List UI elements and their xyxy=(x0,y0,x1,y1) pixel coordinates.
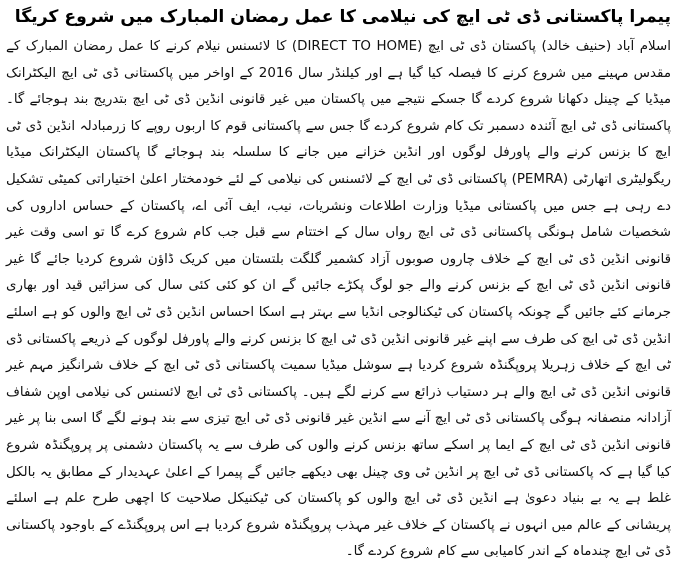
article-paragraph: اسلام آباد (حنیف خالد) پاکستان ڈی ٹی ایچ (DIRECT TO HOME) کا لائسنس نیلام کرنے کا عمل رمضان المبارک کے مقدس مہینے میں شروع کرنے کا فیصلہ کیا گیا ہے اور کیلنڈر سال 2016 کے اواخر میں پاکستانی ڈی ٹی ایچ الیکٹرانک میڈیا کے چینل دکھانا شروع کردے گا جسکے نتیجے میں پاکستان میں غیر قانونی انڈین ڈی ٹی ایچ بتدریج بند ہوجائے گا۔ پاکستانی ڈی ٹی ایچ آئندہ دسمبر تک کام شروع کردے گا جس سے پاکستانی قوم کا اربوں روپے کا زرمبادلہ انڈین ڈی ٹی ایچ کا بزنس کرنے والے پاورفل لوگوں اور انڈین خزانے میں جانے کا سلسلہ بند ہوجائے گا پاکستان الیکٹرانک میڈیا ریگولیٹری اتھارٹی (PEMRA) پاکستانی ڈی ٹی ایچ کے لائسنس کی نیلامی کے لئے خودمختار اعلیٰ اختیاراتی کمیٹی تشکیل دے رہی ہے جس میں پاکستانی میڈیا وزارت اطلاعات ونشریات، نیب، ایف آئی اے، پاکستان کے حساس اداروں کی شخصیات شامل ہونگی پاکستانی ڈی ٹی ایچ رواں سال کے اختتام سے قبل جب کام شروع کرے گا تو اسی وقت غیر قانونی انڈین ڈی ٹی ایچ کے خلاف چاروں صوبوں آزاد کشمیر گلگت بلتستان میں کریک ڈاؤن شروع کردیا جائے گا غیر قانونی انڈین ڈی ٹی ایچ کے بزنس کرنے والے جو لوگ پکڑے جائیں گے ان کو کئی کئی سال کی سزائیں قید اور بھاری جرمانے کئے جائیں گے چونکہ پاکستان کی ٹیکنالوجی انڈیا سے بہتر ہے اسکا احساس انڈین ڈی ٹی ایچ والوں کو ہے اسلئے انڈین ڈی ٹی ایچ کی طرف سے اپنے غیر قانونی انڈین ڈی ٹی ایچ کا بزنس کرنے والے پاورفل لوگوں کے ذریعے پاکستانی ڈی ٹی ایچ کے خلاف زہریلا پروپگنڈہ شروع کردیا ہے سوشل میڈیا سمیت پاکستانی ڈی ٹی ایچ کے خلاف شرانگیز مہم غیر قانونی انڈین ڈی ٹی ایچ والے ہر دستیاب ذرائع سے کرنے لگے ہیں۔ پاکستانی ڈی ٹی ایچ لائسنس کی نیلامی اوپن شفاف آزادانہ منصفانہ ہوگی پاکستانی ڈی ٹی ایچ آنے سے انڈین غیر قانونی ڈی ٹی ایچ تیزی سے بند ہونے لگے گا اسی بنا پر غیر قانونی انڈین ڈی ٹی ایچ کے ایما پر اسکے ساتھ بزنس کرنے والوں کی طرف سے یہ پاکستان دشمنی پر پروپگنڈہ شروع کیا گیا ہے کہ پاکستانی ڈی ٹی ایچ پر انڈین ٹی وی چینل بھی دیکھے جائیں گے پیمرا کے اعلیٰ عہدیدار کے مطابق یہ بالکل غلط ہے یہ بے بنیاد دعویٰ ہے انڈین ڈی ٹی ایچ والوں کو پاکستان کی ٹیکنیکل صلاحیت کا اچھی طرح علم ہے اسلئے پریشانی کے عالم میں انہوں نے پاکستان کے خلاف غیر مہذب پروپگنڈہ شروع کردیا ہے اس پروپگنڈے کے باوجود پاکستانی ڈی ٹی ایچ چندماہ کے اندر کامیابی سے کام شروع کردے گا۔ xyxy=(6,39,672,560)
article-body xyxy=(6,34,671,566)
article-headline: پیمرا پاکستانی ڈی ٹی ایچ کی نیلامی کا عمل رمضان المبارک میں شروع کریگا xyxy=(14,7,671,27)
